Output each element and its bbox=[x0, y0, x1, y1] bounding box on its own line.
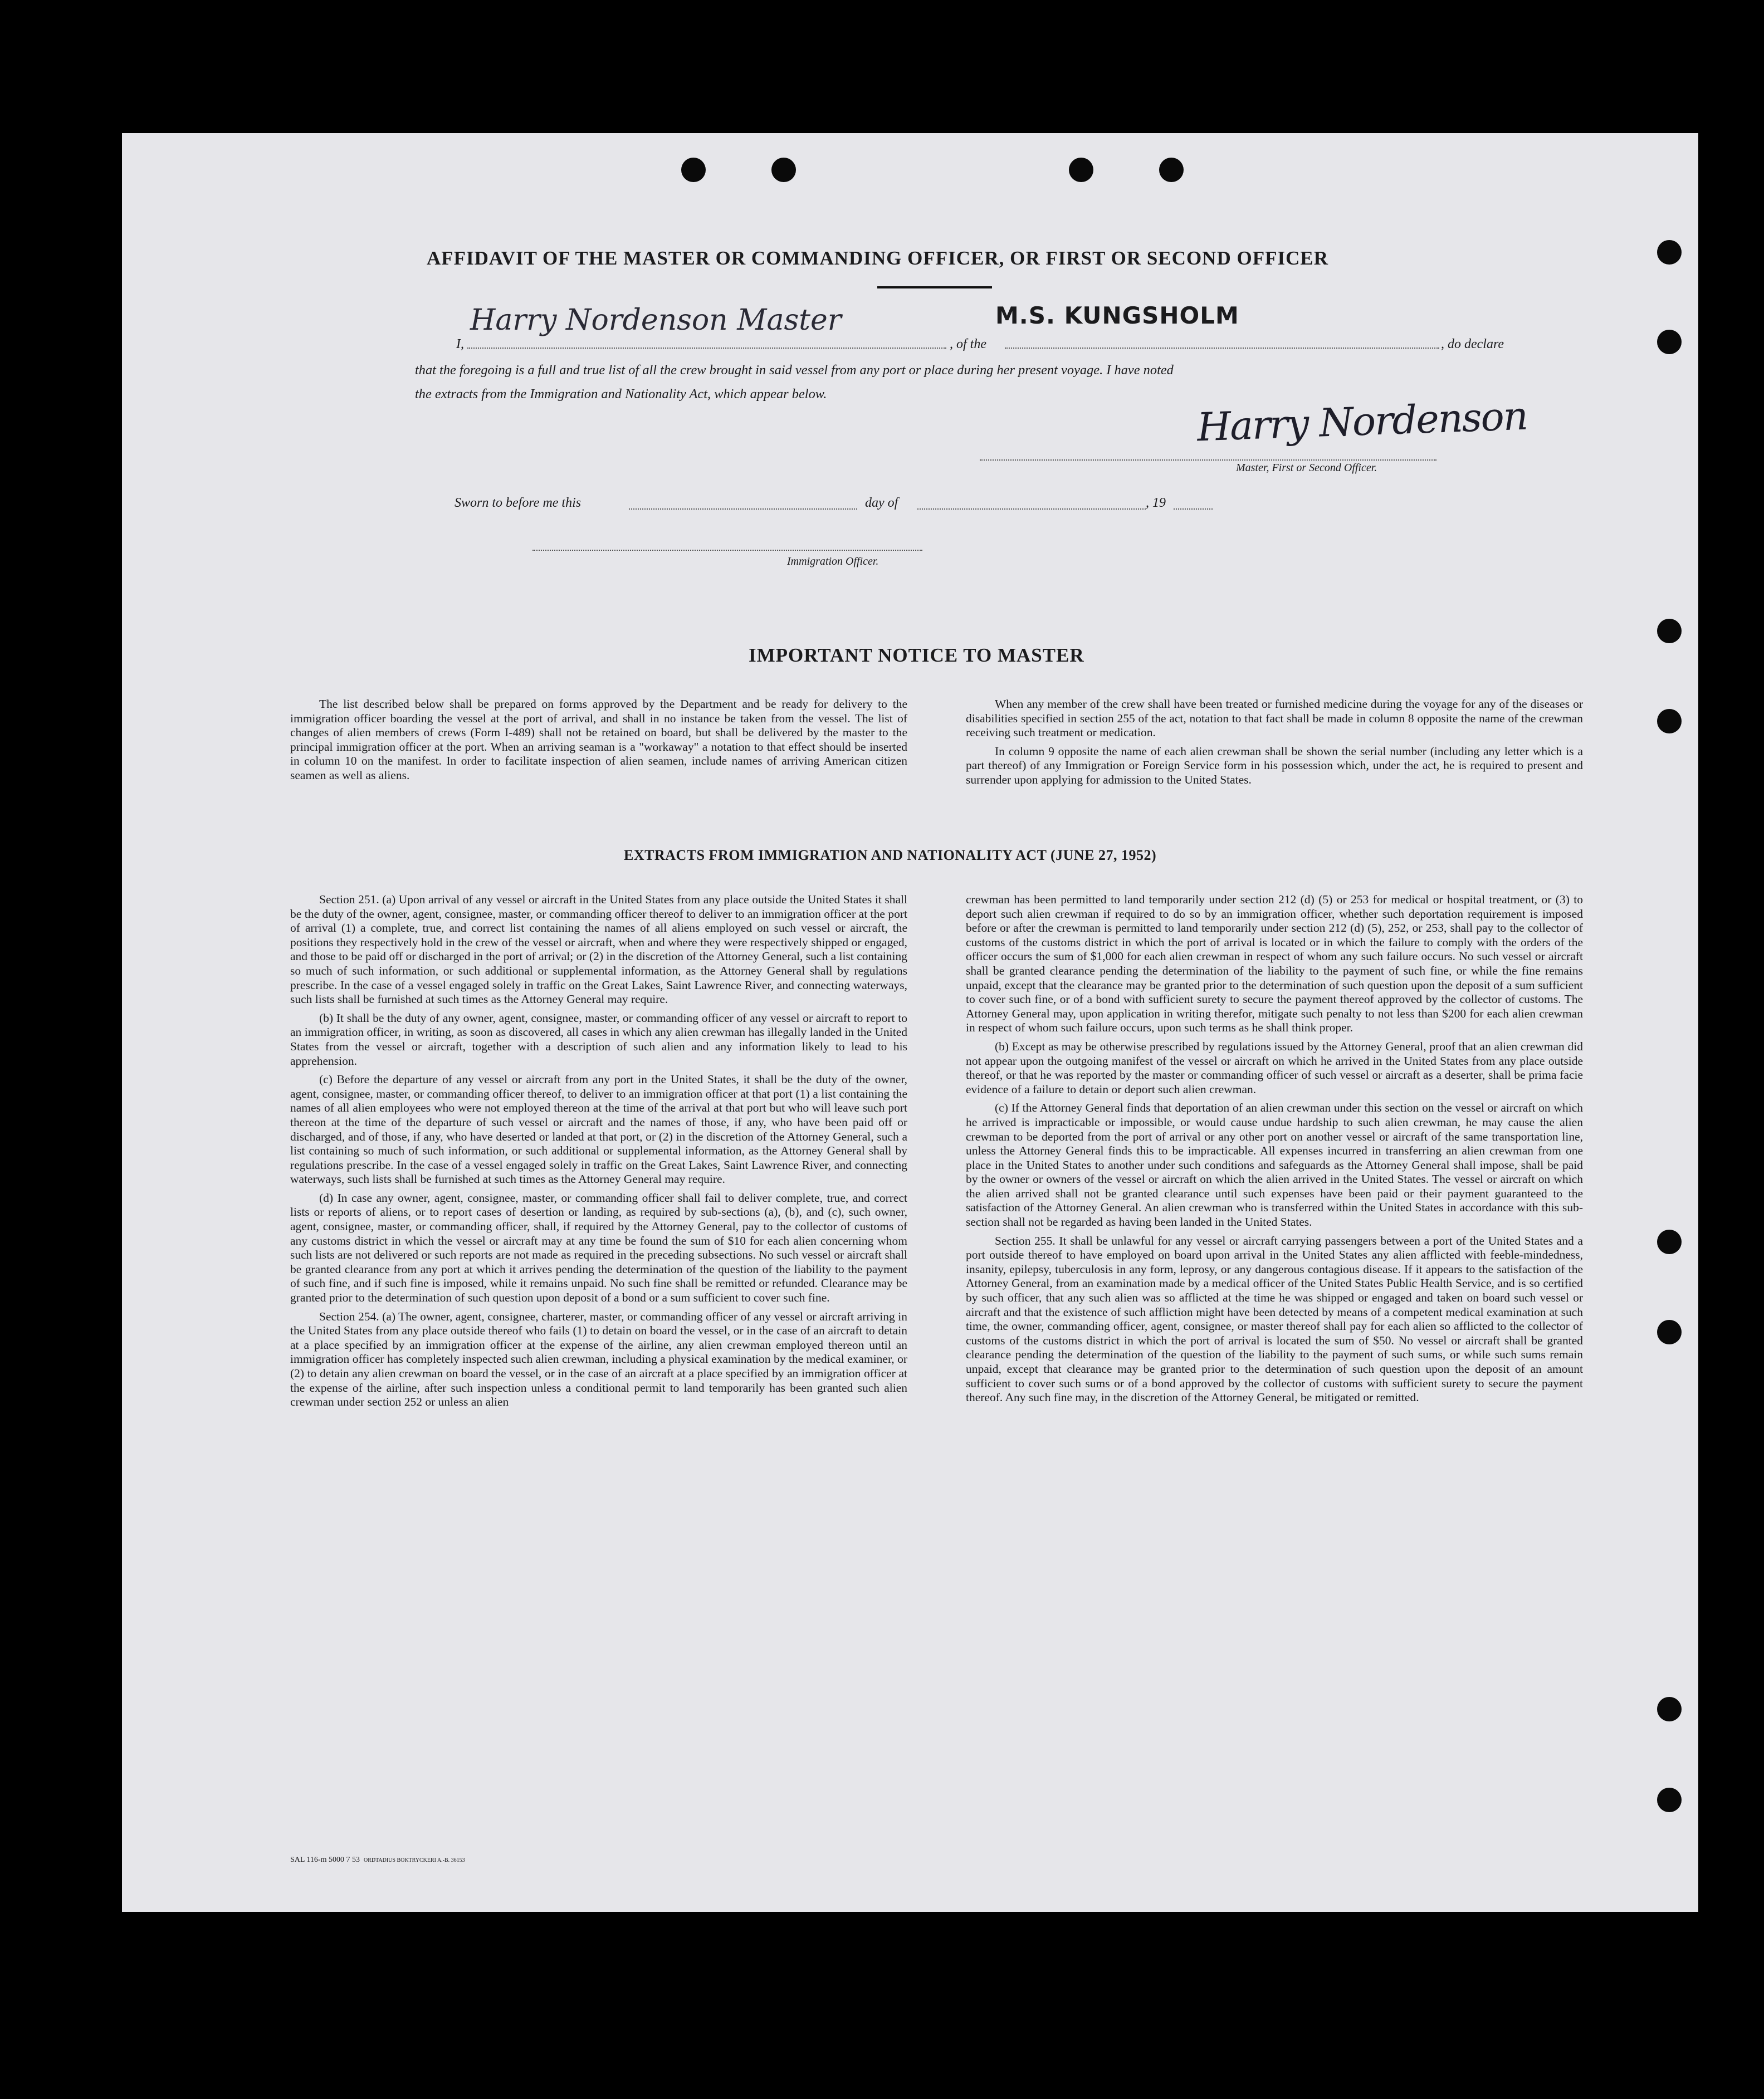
punch-hole bbox=[1069, 158, 1093, 182]
form-number: SAL 116-m 5000 7 53 bbox=[290, 1856, 360, 1864]
punch-hole bbox=[1657, 330, 1682, 354]
notice-right-paragraph-2: In column 9 opposite the name of each alien crewman shall be shown the serial number (including any letter which is a part thereof) of any Immigration or Foreign Service form in his possession which, under the act, he is required to present and surrender upon applying for admission to the United States. bbox=[966, 744, 1583, 786]
extracts-title: EXTRACTS FROM IMMIGRATION AND NATIONALITY ACT (JUNE 27, 1952) bbox=[624, 847, 1157, 863]
immigration-officer-label: Immigration Officer. bbox=[787, 555, 879, 567]
of-the-label: , of the bbox=[950, 337, 986, 351]
signature-dotted-line bbox=[980, 459, 1436, 461]
officer-signature-line bbox=[532, 550, 922, 551]
do-declare-label: , do declare bbox=[1441, 337, 1504, 351]
printer-imprint: ORDTADIUS BOKTRYCKERI A.-B. 36153 bbox=[363, 1857, 465, 1863]
master-name-handwritten: Harry Nordenson Master bbox=[470, 304, 842, 337]
punch-hole bbox=[1657, 1320, 1682, 1344]
punch-hole bbox=[1657, 1788, 1682, 1812]
extracts-left-column bbox=[290, 893, 907, 1414]
notice-right-column bbox=[966, 697, 1583, 792]
punch-hole bbox=[1159, 158, 1184, 182]
punch-hole bbox=[1657, 1697, 1682, 1721]
extracts-right-column bbox=[966, 893, 1583, 1410]
name-dotted-line bbox=[467, 348, 946, 349]
i-label: I, bbox=[456, 337, 464, 351]
section-251-c: (c) Before the departure of any vessel or aircraft from any port in the United States, it shall be the duty of the owner, agent, consignee, master, or commanding officer thereof, to deliver to an immigration officer at that port (1) a list containing the names of all alien employees who were not employed thereon at the time of the arrival at that port but who will leave such port thereon at the time of the departure of such vessel or aircraft and the names of those, if any, who have been paid off or discharged, and of those, if any, who have deserted or landed at that port, or (2) in the discretion of the Attorney General, such a list containing so much of such information, or such additional or supplemental information, as the Attorney General shall by regulations prescribe. In the case of a vessel engaged solely in traffic on the Great Lakes, Saint Lawrence River, and connecting waterways, such lists shall be furnished at such times as the Attorney General may require. bbox=[290, 1073, 907, 1186]
punch-hole bbox=[1657, 1230, 1682, 1254]
master-signature: Harry Nordenson bbox=[1196, 393, 1528, 451]
notice-left-column bbox=[290, 697, 907, 787]
affidavit-title: AFFIDAVIT OF THE MASTER OR COMMANDING OFFICER, OR FIRST OR SECOND OFFICER bbox=[427, 247, 1328, 269]
vessel-dotted-line bbox=[1005, 348, 1439, 349]
section-251-b: (b) It shall be the duty of any owner, agent, consignee, master, or commanding officer of any vessel or aircraft to report to an immigration officer, in writing, as soon as discovered, all cases in which any alien crewman has illegally landed in the United States from the vessel or aircraft, together with a description of such alien and any information likely to lead to his apprehension. bbox=[290, 1011, 907, 1068]
document-page bbox=[122, 133, 1698, 1912]
day-of-label: day of bbox=[865, 496, 898, 510]
title-rule bbox=[877, 286, 992, 288]
sworn-day-line bbox=[629, 508, 857, 510]
section-254-a: Section 254. (a) The owner, agent, consignee, charterer, master, or commanding officer of any vessel or aircraft arriving in the United States from any place outside thereof who fails (1) to detain on board the vessel, or in the case of an aircraft to detain at a place specified by an immigration officer at the expense of the airline, any alien crewman employed thereon until an immigration officer has completely inspected such alien crewman, including a physical examination by the medical examiner, or (2) to detain any alien crewman on board the vessel, or in the case of an aircraft at a place specified by an immigration officer at the expense of the airline, after such inspection unless a conditional permit to land temporarily has been granted such alien crewman under section 252 or unless an alien bbox=[290, 1309, 907, 1409]
vessel-name: M.S. KUNGSHOLM bbox=[995, 302, 1239, 329]
section-255: Section 255. It shall be unlawful for any vessel or aircraft carrying passengers between a port of the United States and a port outside thereof to have employed on board upon arrival in the United States any alien afflicted with feeble-mindedness, insanity, epilepsy, tuberculosis in any form, leprosy, or any dangerous contagious disease. If it appears to the satisfaction of the Attorney General, from an examination made by a medical officer of the United States Public Health Service, and is so certified by such officer, that any such alien was so afflicted at the time he was shipped or engaged and taken on board such vessel or aircraft and that the existence of such affliction might have been detected by means of a competent medical examination at such time, the owner, commanding officer, agent, consignee, or master thereof shall pay for each alien so afflicted to the collector of customs of the customs district in which the port of arrival is located the sum of $50. No vessel or aircraft shall be granted clearance pending the determination of the question of the liability to the payment of such sums, or while such sums remain unpaid, except that clearance may be granted prior to the determination of such question upon the deposit of an amount sufficient to cover such sums or of a bond approved by the collector of customs with sufficient surety to secure the payment thereof. Any such fine may, in the discretion of the Attorney General, be mitigated or remitted. bbox=[966, 1234, 1583, 1405]
form-code bbox=[290, 1856, 465, 1865]
section-254-a-continued: crewman has been permitted to land temporarily under section 212 (d) (5) or 253 for medical or hospital treatment, or (3) to deport such alien crewman if required to do so by an immigration officer, whether such deportation requirement is imposed before or after the crewman is permitted to land temporarily under section 212 (d) (5), 252, or 253, shall pay to the collector of customs of the customs district in which the port of arrival is located or in which the failure to comply with the orders of the officer occurs the sum of $1,000 for each alien crewman in respect of whom any such failure occurs. No such vessel or aircraft shall be granted clearance pending the determination of the liability to the payment of such fine, or while the fine remains unpaid, except that the clearance may be granted prior to the determination of such question upon the deposit of a sum sufficient to cover such fine, or of a bond with sufficient surety to secure the payment thereof approved by the collector of customs. The Attorney General may, upon application in writing therefor, mitigate such penalty to not less than $200 for each alien crewman in respect of whom such failure occurs, upon such terms as he shall think proper. bbox=[966, 893, 1583, 1035]
section-251-a: Section 251. (a) Upon arrival of any vessel or aircraft in the United States from any place outside the United States it shall be the duty of the owner, agent, consignee, master, or commanding officer thereof to deliver to an immigration officer at the port of arrival (1) a complete, true, and correct list containing the names of all aliens employed on such vessel or aircraft, the positions they respectively hold in the crew of the vessel or aircraft, when and where they were respectively shipped or engaged, and those to be paid off or discharged in the port of arrival; or (2) in the discretion of the Attorney General, such a list containing so much of such information, or such additional or supplemental information, as the Attorney General shall by regulations prescribe. In the case of a vessel engaged solely in traffic on the Great Lakes, Saint Lawrence River, and connecting waterways, such lists shall be furnished at such times as the Attorney General may require. bbox=[290, 893, 907, 1006]
section-251-d: (d) In case any owner, agent, consignee, master, or commanding officer shall fail to deliver complete, true, and correct lists or reports of aliens, or to report cases of desertion or landing, as required by sub-sections (a), (b), and (c), such owner, agent, consignee, master, or commanding officer, shall, if required by the Attorney General, pay to the collector of customs of any customs district in which the vessel or aircraft may at any time be found the sum of $10 for each alien concerning whom such lists are not delivered or such reports are not made as required in the preceding subsections. No such vessel or aircraft shall be granted clearance from any port at which it arrives pending the determination of the question of the liability to the payment of such fine, and if such fine is imposed, while it remains unpaid. No such fine shall be remitted or refunded. Clearance may be granted prior to the determination of such question upon deposit of a bond or a sum sufficient to cover such fine. bbox=[290, 1191, 907, 1305]
notice-title: IMPORTANT NOTICE TO MASTER bbox=[749, 644, 1084, 666]
punch-hole bbox=[1657, 709, 1682, 733]
punch-hole bbox=[771, 158, 796, 182]
punch-hole bbox=[1657, 619, 1682, 643]
signer-title: Master, First or Second Officer. bbox=[1236, 462, 1377, 474]
section-254-c: (c) If the Attorney General finds that deportation of an alien crewman under this section on the vessel or aircraft on which he arrived is impracticable or impossible, or would cause undue hardship to such alien crewman, he may cause the alien crewman to be deported from the port of arrival or any other port on another vessel or aircraft of the same transportation line, unless the Attorney General finds this to be impracticable. All expenses incurred in transferring an alien crewman from one place in the United States to another under such conditions and safeguards as the Attorney General shall impose, shall be paid by the owner or owners of the vessel or aircraft on which the alien arrived in the United States. The vessel or aircraft on which the alien arrived shall not be granted clearance until such expenses have been paid or their payment guaranteed to the satisfaction of the Attorney General. An alien crewman who is transferred within the United States in accordance with this sub-section shall not be regarded as having been landed in the United States. bbox=[966, 1101, 1583, 1229]
affidavit-line-2: that the foregoing is a full and true list of all the crew brought in said vessel from any port or place during her present voyage. I have noted bbox=[415, 363, 1174, 378]
year-line bbox=[1174, 508, 1213, 510]
punch-hole bbox=[1657, 240, 1682, 265]
notice-right-paragraph-1: When any member of the crew shall have been treated or furnished medicine during the voyage for any of the diseases or disabilities specified in section 255 of the act, notation to that fact shall be made in column 8 opposite the name of the crewman receiving such treatment or medication. bbox=[966, 697, 1583, 740]
notice-left-paragraph: The list described below shall be prepared on forms approved by the Department and be ready for delivery to the immigration officer boarding the vessel at the port of arrival, and shall in no instance be taken from the vessel. The list of changes of alien members of crews (Form I-489) shall not be retained on board, but shall be delivered by the master to the principal immigration officer at the port. When an arriving seaman is a "workaway" a notation to that effect should be inserted in column 10 on the manifest. In order to facilitate inspection of alien seamen, include names of arriving American citizen seamen as well as aliens. bbox=[290, 697, 907, 782]
sworn-month-line bbox=[917, 508, 1146, 510]
sworn-label: Sworn to before me this bbox=[455, 496, 582, 510]
affidavit-line-3: the extracts from the Immigration and Nationality Act, which appear below. bbox=[415, 386, 827, 402]
year-label: , 19 bbox=[1146, 496, 1166, 510]
section-254-b: (b) Except as may be otherwise prescribed by regulations issued by the Attorney General, proof that an alien crewman did not appear upon the outgoing manifest of the vessel or aircraft on which he arrived in the United States from any place outside thereof, or that he was reported by the master or commanding officer of such vessel or aircraft as a deserter, shall be prima facie evidence of a failure to detain or deport such alien crewman. bbox=[966, 1039, 1583, 1096]
punch-hole bbox=[681, 158, 706, 182]
